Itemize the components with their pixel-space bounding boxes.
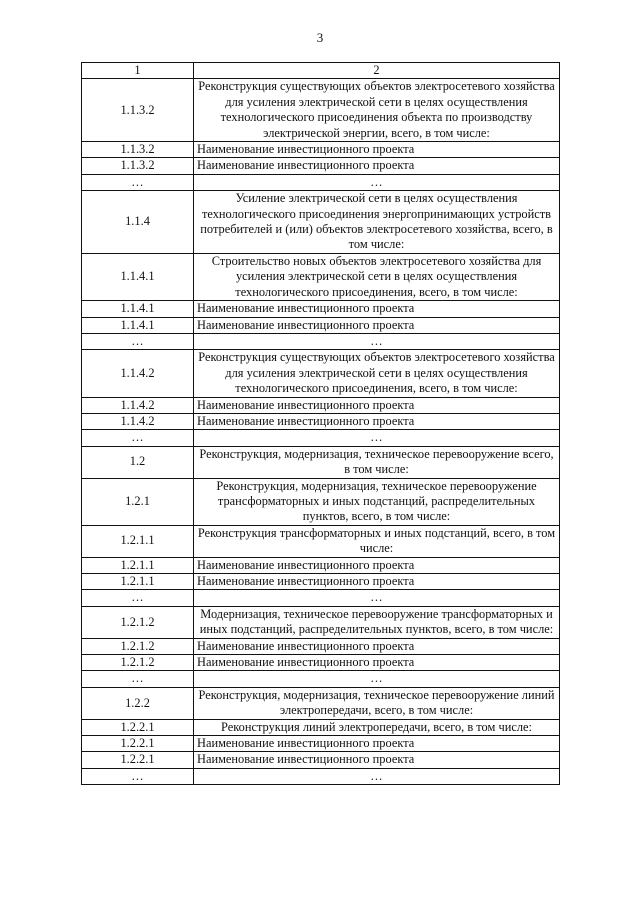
row-description: … <box>194 590 560 606</box>
table-row <box>82 142 560 158</box>
row-code: 1.2.1.1 <box>82 574 194 590</box>
row-code: … <box>82 333 194 349</box>
row-code: … <box>82 590 194 606</box>
table-row <box>82 253 560 300</box>
row-code: 1.2.2.1 <box>82 736 194 752</box>
row-description: Наименование инвестиционного проекта <box>194 574 560 590</box>
row-description: Наименование инвестиционного проекта <box>194 397 560 413</box>
row-code: 1.2.1.2 <box>82 606 194 638</box>
column-header-1: 1 <box>82 63 194 79</box>
table-row <box>82 655 560 671</box>
row-code: 1.1.4.2 <box>82 350 194 397</box>
row-description: Реконструкция, модернизация, техническое перевооружение всего, в том числе: <box>194 446 560 478</box>
row-code: 1.2 <box>82 446 194 478</box>
row-code: 1.1.4.2 <box>82 413 194 429</box>
table-row <box>82 736 560 752</box>
table-row <box>82 79 560 142</box>
row-description: Строительство новых объектов электросетевого хозяйства для усиления электрической сети в целях осуществления технологического присоединения, всего, в том числе: <box>194 253 560 300</box>
row-code: 1.2.1.1 <box>82 525 194 557</box>
table-row <box>82 158 560 174</box>
table-row <box>82 446 560 478</box>
investment-table <box>81 62 560 785</box>
table-row <box>82 333 560 349</box>
row-description: Реконструкция существующих объектов электросетевого хозяйства для усиления электрической сети в целях осуществления технологического присоединения, всего, в том числе: <box>194 350 560 397</box>
row-code: 1.2.1.1 <box>82 557 194 573</box>
row-description: Наименование инвестиционного проекта <box>194 752 560 768</box>
row-code: 1.2.2 <box>82 687 194 719</box>
table-body <box>82 63 560 785</box>
table-row <box>82 574 560 590</box>
table-header-row <box>82 63 560 79</box>
table-row <box>82 430 560 446</box>
table-row <box>82 397 560 413</box>
table-row <box>82 174 560 190</box>
row-description: … <box>194 430 560 446</box>
table-row <box>82 191 560 254</box>
row-code: 1.2.1 <box>82 478 194 525</box>
page-number: 3 <box>316 30 324 45</box>
row-description: Наименование инвестиционного проекта <box>194 655 560 671</box>
row-code: 1.2.1.2 <box>82 655 194 671</box>
row-code: 1.2.1.2 <box>82 638 194 654</box>
row-code: 1.1.3.2 <box>82 79 194 142</box>
row-description: Наименование инвестиционного проекта <box>194 638 560 654</box>
table-row <box>82 413 560 429</box>
row-code: … <box>82 174 194 190</box>
row-description: Реконструкция, модернизация, техническое перевооружение линий электропередачи, всего, в том числе: <box>194 687 560 719</box>
row-description: Наименование инвестиционного проекта <box>194 301 560 317</box>
row-code: … <box>82 768 194 784</box>
row-description: Реконструкция трансформаторных и иных подстанций, всего, в том числе: <box>194 525 560 557</box>
row-description: Реконструкция линий электропередачи, всего, в том числе: <box>194 719 560 735</box>
table-row <box>82 525 560 557</box>
row-description: Наименование инвестиционного проекта <box>194 142 560 158</box>
row-description: Наименование инвестиционного проекта <box>194 557 560 573</box>
row-description: Усиление электрической сети в целях осуществления технологического присоединения энергопринимающих устройств потребителей и (или) объектов электросетевого хозяйства, всего, в том числе: <box>194 191 560 254</box>
column-header-2: 2 <box>194 63 560 79</box>
row-description: Наименование инвестиционного проекта <box>194 736 560 752</box>
table-row <box>82 719 560 735</box>
row-code: 1.1.4.1 <box>82 301 194 317</box>
row-code: 1.2.2.1 <box>82 719 194 735</box>
row-code: 1.1.3.2 <box>82 142 194 158</box>
row-code: … <box>82 671 194 687</box>
row-description: Наименование инвестиционного проекта <box>194 413 560 429</box>
row-code: 1.2.2.1 <box>82 752 194 768</box>
row-description: … <box>194 768 560 784</box>
row-code: … <box>82 430 194 446</box>
table-row <box>82 687 560 719</box>
row-description: Наименование инвестиционного проекта <box>194 317 560 333</box>
table-row <box>82 557 560 573</box>
table-row <box>82 478 560 525</box>
table-row <box>82 350 560 397</box>
table-row <box>82 606 560 638</box>
row-description: Модернизация, техническое перевооружение трансформаторных и иных подстанций, распределительных пунктов, всего, в том числе: <box>194 606 560 638</box>
table-row <box>82 671 560 687</box>
row-code: 1.1.4 <box>82 191 194 254</box>
row-description: … <box>194 333 560 349</box>
row-code: 1.1.4.1 <box>82 317 194 333</box>
row-code: 1.1.4.1 <box>82 253 194 300</box>
table-row <box>82 590 560 606</box>
row-description: … <box>194 174 560 190</box>
table-row <box>82 317 560 333</box>
row-code: 1.1.3.2 <box>82 158 194 174</box>
row-description: Реконструкция существующих объектов электросетевого хозяйства для усиления электрической сети в целях осуществления технологического присоединения объекта по производству электрической энергии, всего, в том числе: <box>194 79 560 142</box>
table-row <box>82 638 560 654</box>
row-description: Наименование инвестиционного проекта <box>194 158 560 174</box>
table-row <box>82 768 560 784</box>
row-description: … <box>194 671 560 687</box>
row-code: 1.1.4.2 <box>82 397 194 413</box>
table-row <box>82 301 560 317</box>
table-row <box>82 752 560 768</box>
row-description: Реконструкция, модернизация, техническое перевооружение трансформаторных и иных подстанций, распределительных пунктов, всего, в том числе: <box>194 478 560 525</box>
